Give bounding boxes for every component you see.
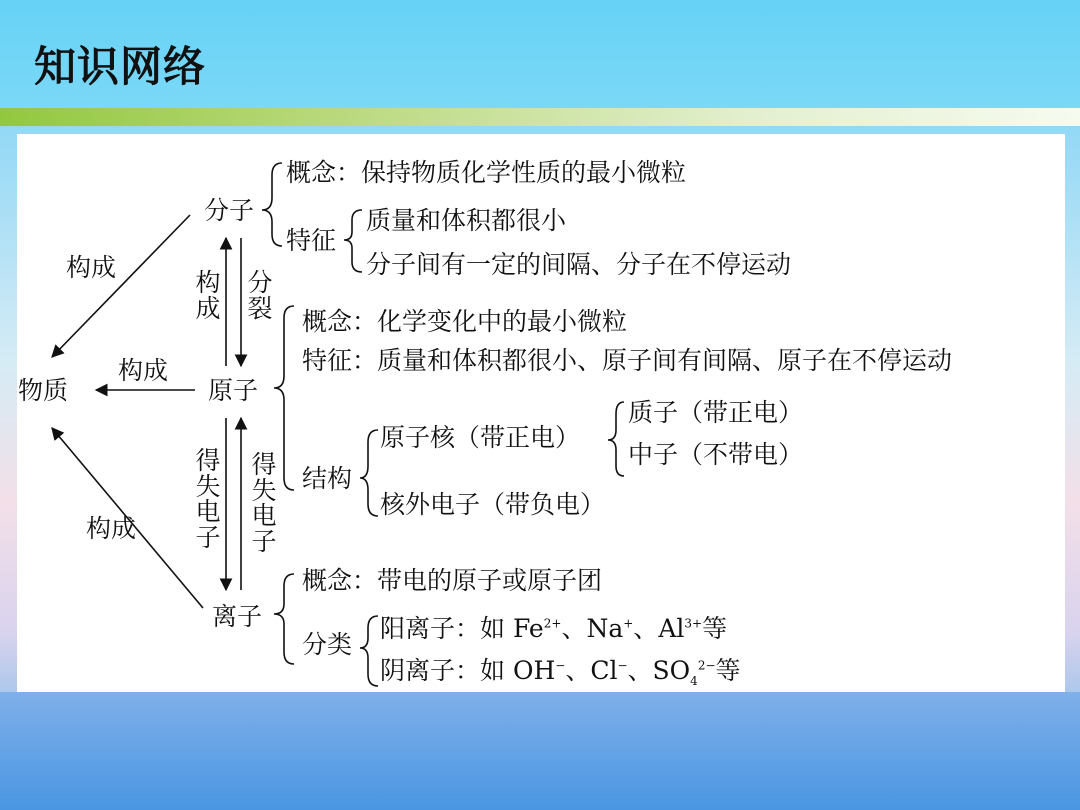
molecule-feature-1: 质量和体积都很小	[366, 206, 567, 235]
anion-formula: $SO_4^{2-}$	[652, 656, 716, 688]
brace-ion-class	[360, 616, 378, 686]
cation-formula: $Al^{3+}$	[658, 614, 703, 643]
anion-formula: OH−	[512, 656, 566, 685]
arrow-molecule-to-matter	[52, 215, 190, 357]
cation-list: 阳离子：如 $Fe^{2+}$、Na+、$Al^{3+}$等	[380, 614, 728, 643]
ion-concept: 概念：带电的原子或原子团	[302, 566, 603, 595]
edge-label-constitute-vertical: 构成	[195, 268, 221, 323]
edge-label-molecule-matter: 构成	[66, 253, 117, 282]
atom-neutron: 中子（不带电）	[628, 440, 804, 469]
atom-concept: 概念：化学变化中的最小微粒	[302, 307, 628, 336]
atom-electrons: 核外电子（带负电）	[380, 490, 606, 519]
node-atom: 原子	[208, 376, 259, 405]
brace-ion	[274, 574, 294, 664]
node-matter: 物质	[18, 376, 69, 405]
edge-label-split: 分裂	[247, 268, 273, 323]
node-molecule: 分子	[204, 196, 255, 225]
node-ion: 离子	[212, 602, 263, 631]
edge-label-ion-matter: 构成	[85, 514, 136, 543]
brace-molecule-feature	[344, 210, 362, 272]
anion-prefix: 阴离子：如	[380, 656, 513, 685]
page-title: 知识网络	[34, 42, 207, 91]
ion-class-label: 分类	[302, 630, 353, 659]
edge-label-gain-lose-electrons-left: 得失电子	[195, 446, 221, 552]
atom-structure-label: 结构	[302, 464, 353, 493]
molecule-feature-label: 特征	[286, 226, 337, 255]
cation-formula: $Fe^{2+}$	[512, 614, 562, 643]
brace-molecule	[262, 163, 282, 246]
anion-formula: Cl−	[590, 656, 628, 685]
edge-label-atom-matter: 构成	[118, 356, 169, 385]
cation-formula: Na+	[586, 614, 634, 643]
brace-nucleus	[608, 402, 624, 476]
atom-proton: 质子（带正电）	[628, 398, 804, 427]
brace-atom-structure	[360, 430, 378, 516]
atom-nucleus: 原子核（带正电）	[380, 423, 581, 452]
atom-feature: 特征：质量和体积都很小、原子间有间隔、原子在不停运动	[302, 346, 953, 375]
molecule-concept: 概念：保持物质化学性质的最小微粒	[286, 158, 687, 187]
cation-prefix: 阳离子：如	[380, 614, 513, 643]
molecule-feature-2: 分子间有一定的间隔、分子在不停运动	[366, 250, 792, 279]
edge-label-gain-lose-electrons-right: 得失电子	[251, 450, 277, 556]
anion-list: 阴离子：如 OH−、Cl−、$SO_4^{2-}$等	[380, 656, 741, 688]
